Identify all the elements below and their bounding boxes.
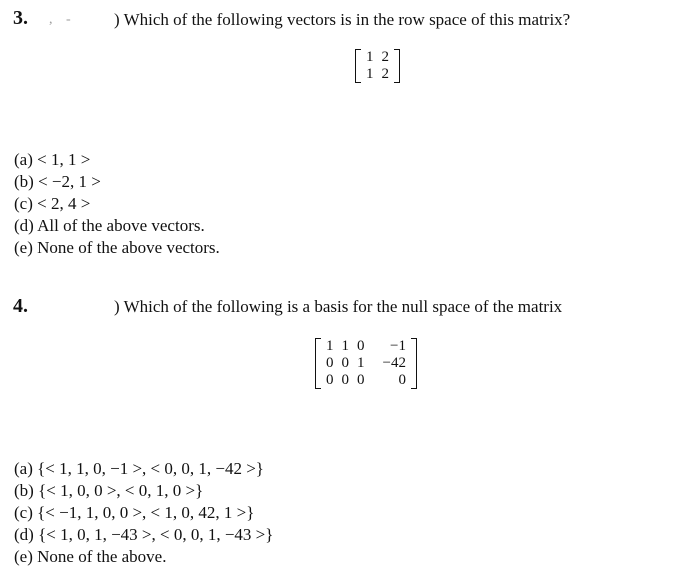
matrix-cell: 0: [357, 372, 365, 388]
choice-b: (b) {< 1, 0, 0 >, < 0, 1, 0 >}: [14, 481, 204, 500]
matrix-cell: −1: [390, 338, 406, 354]
question-3-points-mark-2: -: [66, 12, 71, 27]
matrix-cell: −42: [382, 355, 406, 371]
matrix-cell: 1: [366, 66, 374, 82]
matrix-cell: 1: [326, 338, 334, 354]
matrix-cell: 0: [326, 372, 334, 388]
matrix-right-bracket: [411, 338, 417, 389]
matrix-cell: 2: [381, 66, 389, 82]
choice-e: (e) None of the above.: [14, 547, 167, 566]
question-4-matrix: [322, 338, 410, 389]
matrix-cell: 0: [398, 372, 406, 388]
matrix-right-bracket: [394, 49, 400, 83]
question-3-choices: [14, 149, 220, 259]
question-4-number: 4.: [13, 295, 28, 317]
matrix-row: [322, 372, 410, 389]
choice-c: (c) < 2, 4 >: [14, 194, 91, 213]
question-3-points-mark: ,: [49, 12, 53, 27]
matrix-cell: 0: [357, 338, 365, 354]
question-3-matrix: [362, 49, 393, 83]
question-3-number: 3.: [13, 7, 28, 29]
question-4-choices: [14, 458, 273, 568]
matrix-cell: 2: [381, 49, 389, 65]
matrix-cell: 1: [366, 49, 374, 65]
question-3-text: ) Which of the following vectors is in the row space of this matrix?: [114, 10, 571, 29]
choice-a: (a) {< 1, 1, 0, −1 >, < 0, 0, 1, −42 >}: [14, 459, 264, 478]
matrix-left-bracket: [355, 49, 361, 83]
choice-e: (e) None of the above vectors.: [14, 238, 220, 257]
matrix-cell: 1: [357, 355, 365, 371]
matrix-cell: 1: [341, 338, 349, 354]
matrix-row: [322, 338, 410, 355]
choice-b: (b) < −2, 1 >: [14, 172, 101, 191]
matrix-row: [362, 66, 393, 83]
choice-d: (d) All of the above vectors.: [14, 216, 205, 235]
matrix-row: [362, 49, 393, 66]
matrix-cell: 0: [326, 355, 334, 371]
choice-a: (a) < 1, 1 >: [14, 150, 91, 169]
matrix-left-bracket: [315, 338, 321, 389]
choice-c: (c) {< −1, 1, 0, 0 >, < 1, 0, 42, 1 >}: [14, 503, 255, 522]
matrix-row: [322, 355, 410, 372]
matrix-cell: 0: [341, 355, 349, 371]
question-4-text: ) Which of the following is a basis for the null space of the matrix: [114, 297, 563, 316]
choice-d: (d) {< 1, 0, 1, −43 >, < 0, 0, 1, −43 >}: [14, 525, 274, 544]
matrix-cell: 0: [341, 372, 349, 388]
